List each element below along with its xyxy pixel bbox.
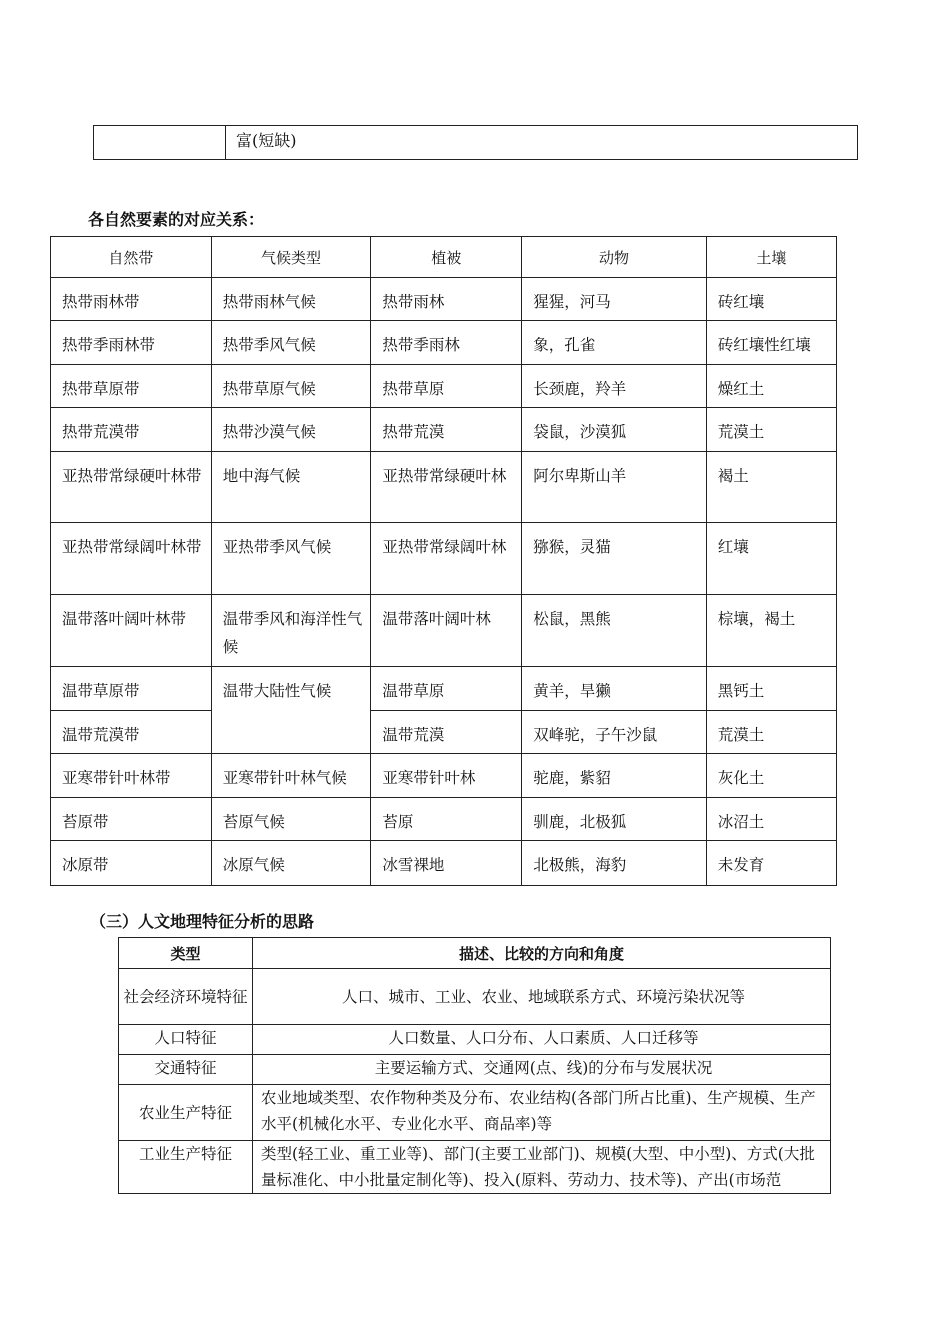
table-cell: 灰化土 <box>706 754 836 798</box>
table-cell: 荒漠土 <box>706 408 836 452</box>
table-cell: 褐土 <box>706 452 836 523</box>
fragment-table <box>93 125 858 160</box>
table-cell: 松鼠，黑熊 <box>522 595 707 667</box>
table-cell: 棕壤，褐土 <box>706 595 836 667</box>
table-cell: 苔原气候 <box>211 798 371 841</box>
table-header-row <box>51 237 837 278</box>
table-cell: 亚热带常绿阔叶林 <box>371 523 522 595</box>
table-cell: 人口数量、人口分布、人口素质、人口迁移等 <box>253 1025 831 1055</box>
col-header: 动物 <box>522 237 707 278</box>
table-cell: 农业地域类型、农作物种类及分布、农业结构(各部门所占比重)、生产规模、生产水平(机械化水平、专业化水平、商品率)等 <box>253 1085 831 1141</box>
table-cell: 农业生产特征 <box>119 1085 253 1141</box>
table-row <box>119 1055 831 1085</box>
table-cell: 猩猩，河马 <box>522 278 707 321</box>
table-cell: 热带草原带 <box>51 365 212 408</box>
table-cell: 类型(轻工业、重工业等)、部门(主要工业部门)、规模(大型、中小型)、方式(大批量标准化、中小批量定制化等)、投入(原料、劳动力、技术等)、产出(市场范 <box>253 1141 831 1194</box>
table-row <box>119 1025 831 1055</box>
table-row <box>119 1085 831 1141</box>
table-cell: 温带落叶阔叶林带 <box>51 595 212 667</box>
table-cell: 象，孔雀 <box>522 321 707 365</box>
table-cell: 冰沼土 <box>706 798 836 841</box>
table-cell: 红壤 <box>706 523 836 595</box>
table-cell: 阿尔卑斯山羊 <box>522 452 707 523</box>
table-cell: 热带季风气候 <box>211 321 371 365</box>
table-cell: 燥红土 <box>706 365 836 408</box>
table-cell-merged: 温带大陆性气候 <box>211 667 371 754</box>
table-row <box>51 278 837 321</box>
table-cell: 冰原带 <box>51 841 212 886</box>
table-cell: 热带荒漠带 <box>51 408 212 452</box>
table-cell: 砖红壤性红壤 <box>706 321 836 365</box>
table-cell: 工业生产特征 <box>119 1141 253 1194</box>
table-cell: 亚热带常绿硬叶林 <box>371 452 522 523</box>
table-row <box>51 754 837 798</box>
table-cell: 驼鹿，紫貂 <box>522 754 707 798</box>
table-cell: 亚热带季风气候 <box>211 523 371 595</box>
table-cell: 未发育 <box>706 841 836 886</box>
table-row <box>51 595 837 667</box>
col-header: 气候类型 <box>211 237 371 278</box>
table-cell: 热带草原 <box>371 365 522 408</box>
table-cell: 热带雨林带 <box>51 278 212 321</box>
table-cell: 亚寒带针叶林 <box>371 754 522 798</box>
table-cell: 温带荒漠 <box>371 711 522 754</box>
table-cell: 温带荒漠带 <box>51 711 212 754</box>
table-cell: 北极熊，海豹 <box>522 841 707 886</box>
table-cell: 驯鹿，北极狐 <box>522 798 707 841</box>
table-cell: 黄羊，旱獭 <box>522 667 707 711</box>
table-cell: 黑钙土 <box>706 667 836 711</box>
table-cell: 冰雪裸地 <box>371 841 522 886</box>
table-cell: 热带雨林 <box>371 278 522 321</box>
col-header: 自然带 <box>51 237 212 278</box>
section-heading-natural: 各自然要素的对应关系： <box>88 210 265 229</box>
table-cell: 地中海气候 <box>211 452 371 523</box>
table-cell: 热带沙漠气候 <box>211 408 371 452</box>
col-header: 土壤 <box>706 237 836 278</box>
table-cell: 交通特征 <box>119 1055 253 1085</box>
table-cell: 温带落叶阔叶林 <box>371 595 522 667</box>
table-cell: 砖红壤 <box>706 278 836 321</box>
table-cell: 社会经济环境特征 <box>119 969 253 1025</box>
col-header: 描述、比较的方向和角度 <box>253 938 831 969</box>
table-cell: 亚寒带针叶林气候 <box>211 754 371 798</box>
table-cell: 温带草原 <box>371 667 522 711</box>
table-header-row <box>119 938 831 969</box>
table-row <box>51 452 837 523</box>
table-cell: 热带草原气候 <box>211 365 371 408</box>
table-row <box>119 969 831 1025</box>
table-cell: 双峰驼，子午沙鼠 <box>522 711 707 754</box>
table-cell: 温带季风和海洋性气候 <box>211 595 371 667</box>
col-header: 类型 <box>119 938 253 969</box>
table-cell: 亚热带常绿阔叶林带 <box>51 523 212 595</box>
table-cell: 亚热带常绿硬叶林带 <box>51 452 212 523</box>
table-cell: 人口、城市、工业、农业、地域联系方式、环境污染状况等 <box>253 969 831 1025</box>
table-cell: 热带季雨林 <box>371 321 522 365</box>
table-row <box>51 667 837 711</box>
section-heading-human: （三）人文地理特征分析的思路 <box>90 912 315 931</box>
table-row <box>51 408 837 452</box>
table-cell: 热带雨林气候 <box>211 278 371 321</box>
table-cell: 苔原 <box>371 798 522 841</box>
table-cell: 苔原带 <box>51 798 212 841</box>
table-row <box>119 1141 831 1194</box>
table-cell: 长颈鹿，羚羊 <box>522 365 707 408</box>
table-cell: 袋鼠，沙漠狐 <box>522 408 707 452</box>
table-cell: 猕猴，灵猫 <box>522 523 707 595</box>
fragment-empty-cell <box>94 126 226 160</box>
table-cell: 亚寒带针叶林带 <box>51 754 212 798</box>
natural-zones-table <box>50 236 837 886</box>
table-row <box>94 126 858 160</box>
table-row <box>51 321 837 365</box>
human-geography-table <box>118 937 831 1194</box>
table-row <box>51 841 837 886</box>
table-cell: 荒漠土 <box>706 711 836 754</box>
table-row <box>51 711 837 754</box>
table-cell: 人口特征 <box>119 1025 253 1055</box>
table-row <box>51 798 837 841</box>
table-row <box>51 365 837 408</box>
table-cell: 主要运输方式、交通网(点、线)的分布与发展状况 <box>253 1055 831 1085</box>
col-header: 植被 <box>371 237 522 278</box>
fragment-cell: 富(短缺) <box>226 126 858 160</box>
table-row <box>51 523 837 595</box>
table-cell: 温带草原带 <box>51 667 212 711</box>
table-cell: 冰原气候 <box>211 841 371 886</box>
table-cell: 热带荒漠 <box>371 408 522 452</box>
table-cell: 热带季雨林带 <box>51 321 212 365</box>
